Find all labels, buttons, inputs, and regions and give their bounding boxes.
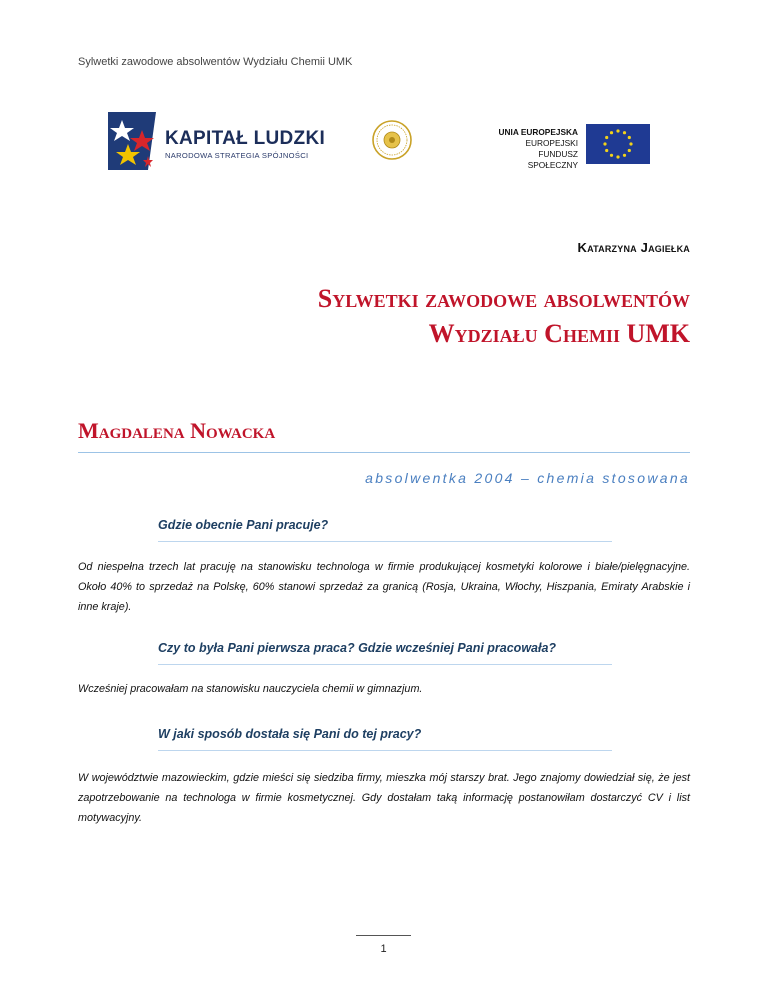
question-1: Gdzie obecnie Pani pracuje?	[158, 518, 329, 532]
answer-3: W województwie mazowieckim, gdzie mieści się siedziba firmy, mieszka mój starszy brat. Jego znajomy dowiedział się, że jest zapotrzebowanie na technologa w firmie kosmetycznej. Gdy dostałam taką informację postanowiłam dostarczyć CV i list motywacyjny.	[78, 772, 690, 824]
title-line-2: Wydziału Chemii UMK	[428, 319, 690, 348]
author-name: Katarzyna Jagiełka	[577, 240, 690, 255]
question-3: W jaki sposób dostała się Pani do tej pracy?	[158, 727, 422, 741]
footer-divider	[356, 935, 411, 936]
question-2-divider	[158, 664, 612, 665]
name-divider	[78, 452, 690, 453]
kl-title: KAPITAŁ LUDZKI	[165, 128, 326, 149]
document-title	[318, 281, 690, 351]
kapital-ludzki-logo	[108, 110, 338, 172]
running-header: Sylwetki zawodowe absolwentów Wydziału Chemii UMK	[78, 56, 353, 68]
question-3-divider	[158, 750, 612, 751]
eu-text-block	[486, 127, 578, 171]
university-seal-icon	[372, 120, 412, 160]
graduate-subtitle: absolwentka 2004 – chemia stosowana	[365, 470, 690, 486]
kl-subtitle: NARODOWA STRATEGIA SPÓJNOŚCI	[165, 151, 309, 160]
eu-line-3: FUNDUSZ SPOŁECZNY	[527, 149, 578, 170]
page-number: 1	[380, 943, 387, 955]
answer-2: Wcześniej pracowałam na stanowisku nauczyciela chemii w gimnazjum.	[78, 683, 423, 695]
eu-line-2: EUROPEJSKI	[525, 138, 578, 148]
question-2: Czy to była Pani pierwsza praca? Gdzie wcześniej Pani pracowała?	[158, 641, 557, 655]
title-line-1: Sylwetki zawodowe absolwentów	[317, 284, 690, 313]
graduate-name: Magdalena Nowacka	[78, 418, 276, 443]
eu-line-1: UNIA EUROPEJSKA	[498, 127, 578, 137]
answer-1: Od niespełna trzech lat pracuję na stanowisku technologa w firmie produkującej kosmetyki kolorowe i białe/pielęgnacyjne. Około 40% to sprzedaż na Polskę, 60% stanowi sprzedaż za granicą (Rosja, Ukraina, Włochy, Hiszpania, Emiraty Arabskie i inne kraje).	[78, 561, 690, 613]
question-1-divider	[158, 541, 612, 542]
eu-flag-icon	[586, 124, 650, 164]
logo-bar	[0, 100, 768, 180]
kapital-ludzki-emblem-icon	[108, 110, 164, 172]
